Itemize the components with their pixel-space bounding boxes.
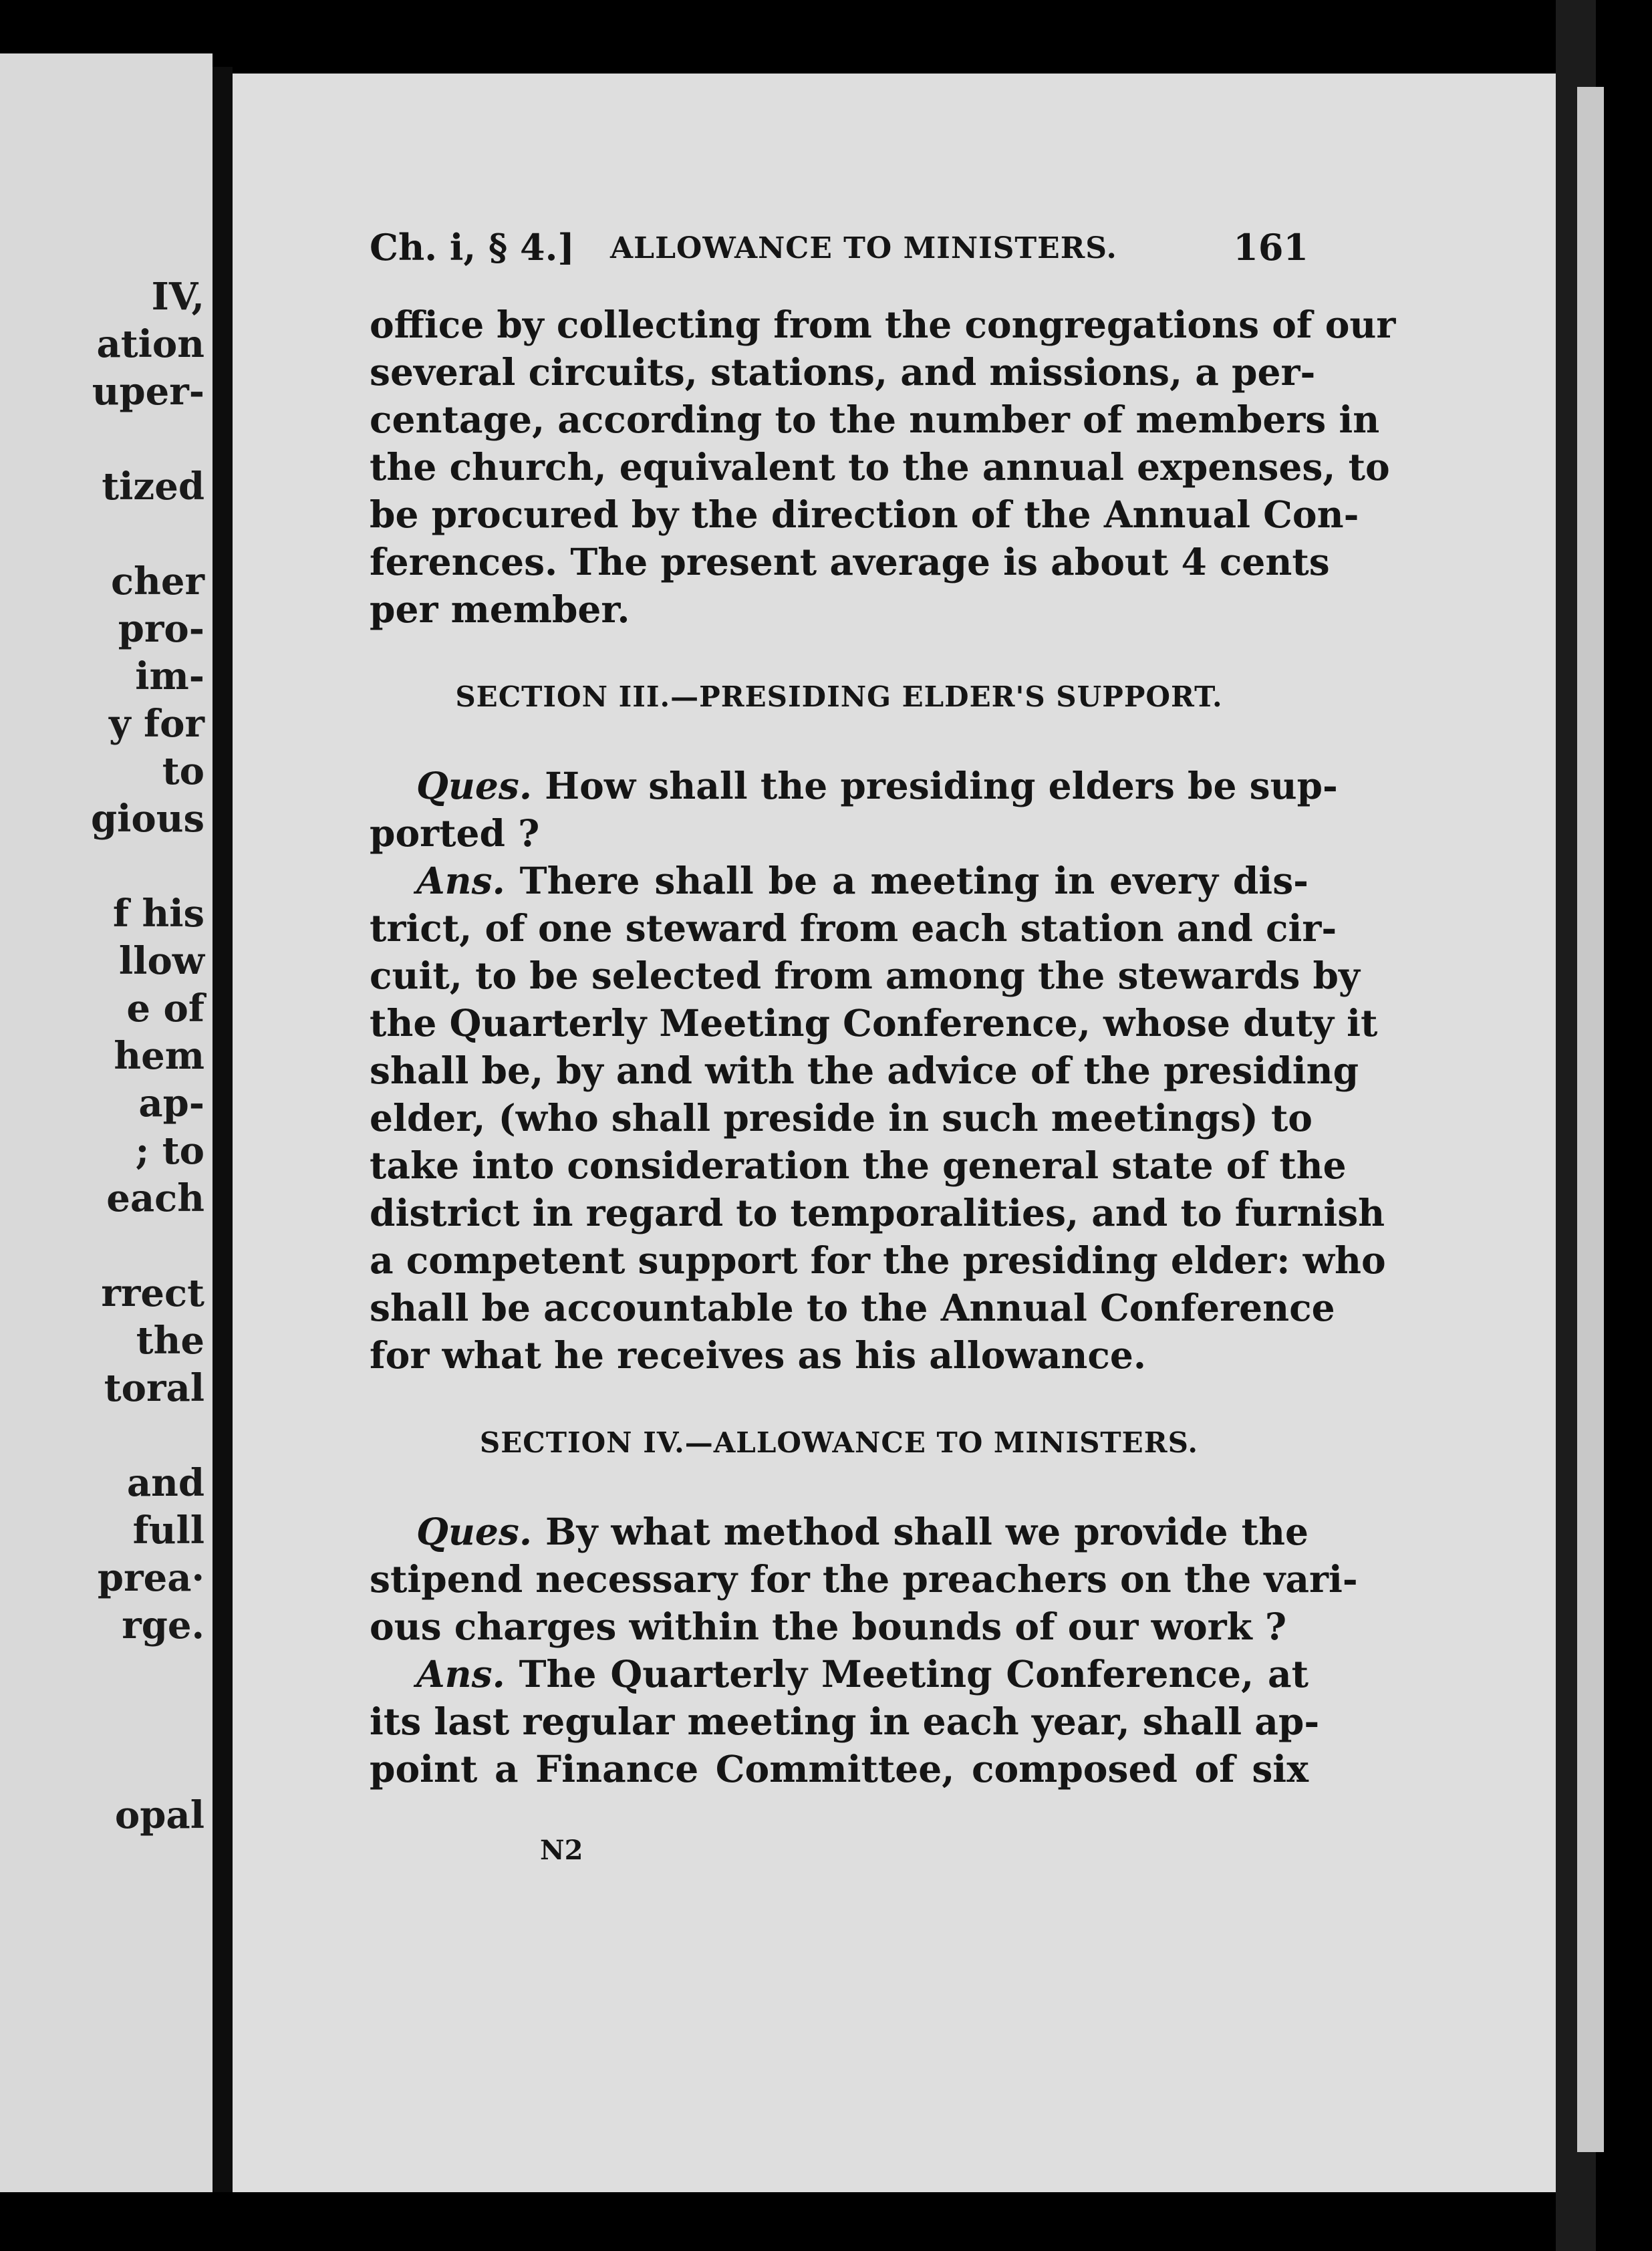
section-heading-3: SECTION III.—PRESIDING ELDER'S SUPPORT. [455, 680, 1223, 713]
right-page-strip [1577, 87, 1604, 2152]
answer-line: for what he receives as his allowance. [370, 1333, 1146, 1377]
answer-line: trict, of one steward from each station and cir- [370, 906, 1337, 950]
question-text: By what method shall we provide the [532, 1510, 1309, 1553]
chapter-reference: Ch. i, § 4.] [370, 226, 575, 269]
question-text: How shall the presiding elders be sup- [532, 764, 1338, 807]
text-line: several circuits, stations, and missions, a per- [370, 350, 1316, 394]
left-page-line: ap- [138, 1081, 204, 1126]
left-page-line: prea· [97, 1556, 204, 1600]
left-page-line: full [132, 1508, 204, 1553]
answer-line: elder, (who shall preside in such meetings) to [370, 1096, 1313, 1140]
text-line: the church, equivalent to the annual expenses, to [370, 445, 1390, 489]
answer-line: a competent support for the presiding elder: who [370, 1238, 1386, 1282]
left-page-line: y for [109, 702, 204, 746]
question-line [370, 1508, 1309, 1555]
left-page-line: IV, [151, 275, 204, 319]
text-line: ferences. The present average is about 4 cents [370, 540, 1330, 583]
question-line: ported ? [370, 811, 540, 855]
answer-line: district in regard to temporalities, and to furnish [370, 1191, 1385, 1234]
question-line [370, 762, 1338, 809]
answer-line: shall be, by and with the advice of the presiding [370, 1049, 1359, 1092]
answer-line: its last regular meeting in each year, shall ap- [370, 1700, 1320, 1743]
ans-label: Ans. [416, 859, 505, 902]
page-number: 161 [1233, 226, 1309, 269]
left-page-line: each [106, 1176, 204, 1220]
left-page-line: opal [114, 1793, 204, 1837]
answer-line: the Quarterly Meeting Conference, whose duty it [370, 1001, 1378, 1045]
ques-label: Ques. [416, 1510, 533, 1553]
signature-mark: N2 [540, 1835, 583, 1866]
text-line: per member. [370, 587, 630, 631]
running-header [370, 226, 1309, 279]
answer-line: shall be accountable to the Annual Conference [370, 1286, 1335, 1329]
question-line: ous charges within the bounds of our work ? [370, 1605, 1287, 1648]
left-page-line: to [162, 749, 204, 793]
answer-text: There shall be a meeting in every dis- [505, 859, 1309, 902]
left-page-line: the [136, 1319, 204, 1363]
left-page-line: llow [118, 939, 204, 983]
answer-line [370, 857, 1309, 904]
left-page-line: toral [104, 1366, 204, 1410]
left-page-line: and [126, 1461, 204, 1505]
left-page-line: f his [112, 892, 204, 936]
ques-label: Ques. [416, 764, 533, 807]
left-page-line: rge. [122, 1603, 204, 1647]
left-page-line: e of [126, 986, 204, 1031]
left-page-line: uper- [92, 370, 204, 414]
left-page-line: ation [96, 322, 204, 366]
left-page-line: gious [90, 797, 204, 841]
text-line: centage, according to the number of members in [370, 398, 1380, 441]
left-page-line: ; to [135, 1129, 204, 1173]
left-page-line: rrect [101, 1271, 204, 1315]
body-text [370, 301, 1396, 1793]
answer-line: cuit, to be selected from among the stewards by [370, 954, 1360, 997]
left-page-line: im- [135, 654, 204, 698]
question-line: stipend necessary for the preachers on the vari- [370, 1557, 1358, 1601]
book-spine [213, 67, 233, 2192]
answer-line [370, 1650, 1309, 1698]
left-page-line: cher [111, 559, 204, 604]
left-page-line: pro- [118, 607, 204, 651]
answer-line: take into consideration the general state of the [370, 1144, 1347, 1187]
text-line: office by collecting from the congregations of our [370, 303, 1396, 346]
left-page-line: hem [114, 1034, 204, 1078]
answer-line: point a Finance Committee, composed of six [370, 1747, 1309, 1791]
answer-text: The Quarterly Meeting Conference, at [505, 1652, 1309, 1696]
left-page-fragment [0, 53, 213, 2192]
ans-label: Ans. [416, 1652, 505, 1696]
section-heading-4: SECTION IV.—ALLOWANCE TO MINISTERS. [479, 1426, 1199, 1459]
text-line: be procured by the direction of the Annual Con- [370, 493, 1359, 536]
book-page [233, 74, 1556, 2192]
left-page-line: tized [102, 465, 204, 509]
running-title: ALLOWANCE TO MINISTERS. [610, 231, 1117, 265]
